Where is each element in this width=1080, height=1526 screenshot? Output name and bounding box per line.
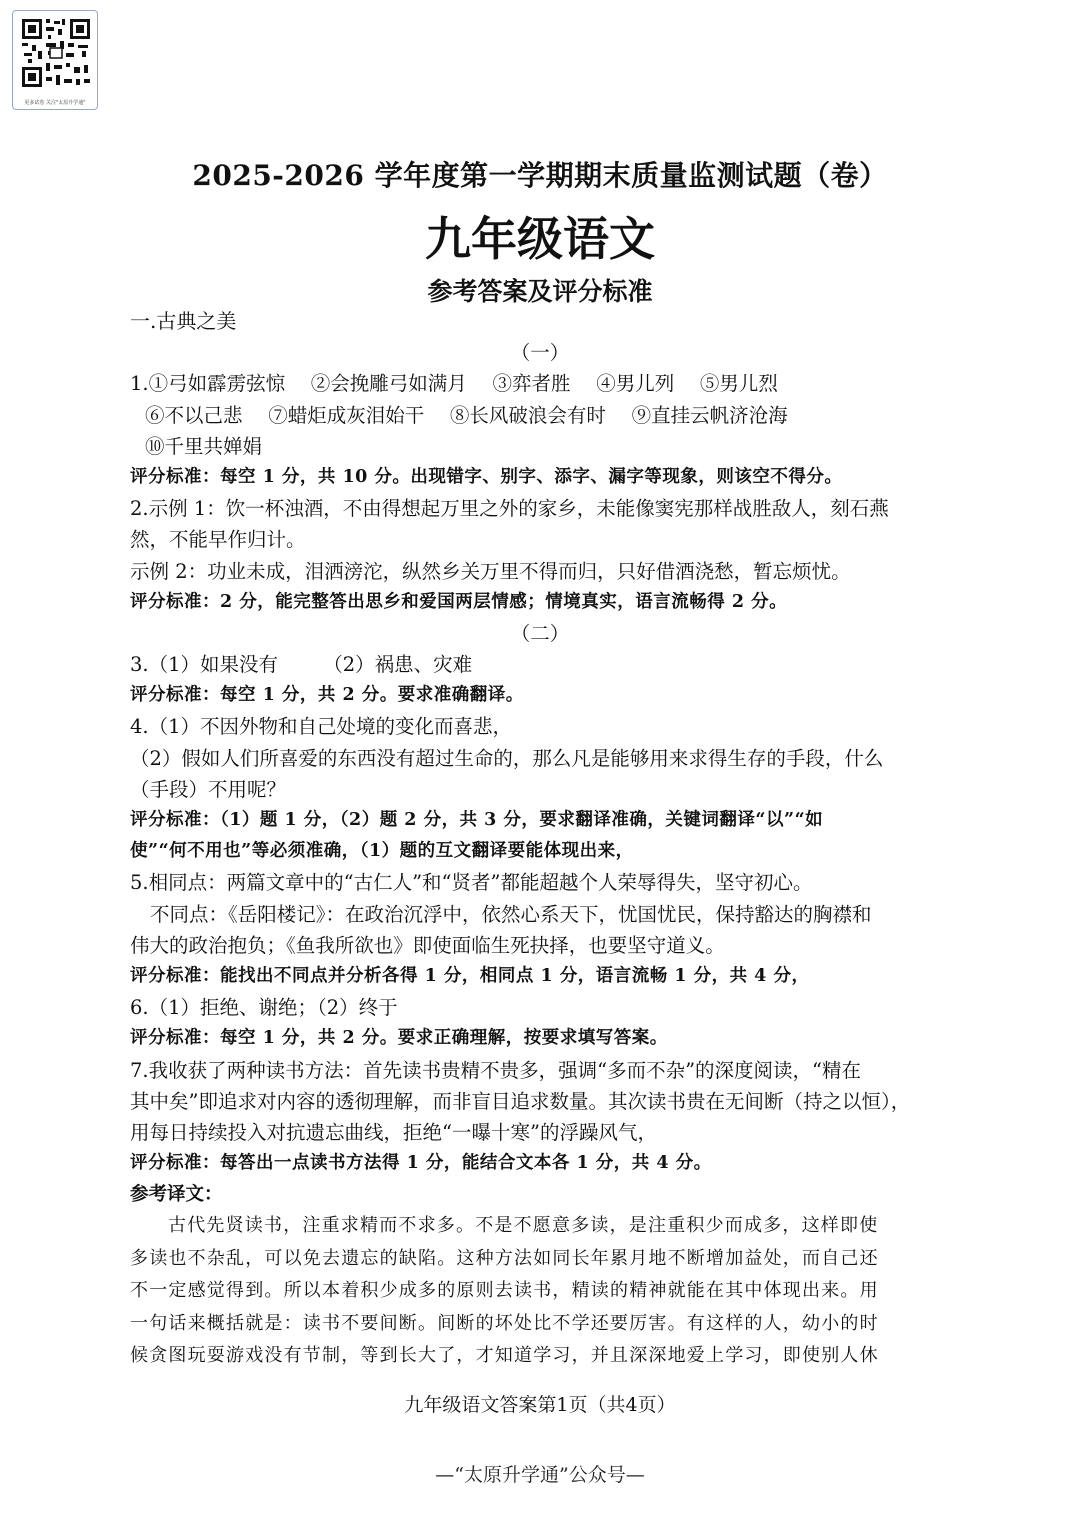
qr-caption: 更多试卷 关注"太原升学通"	[24, 100, 86, 106]
answer-line: （手段）不用呢？	[130, 777, 287, 801]
answer-line: 不同点：《岳阳楼记》：在政治沉浮中，依然心系天下，忧国忧民，保持豁达的胸襟和	[150, 902, 872, 926]
wechat-footer: —“太原升学通”公众号—	[435, 1464, 645, 1486]
answer-line: 伟大的政治抱负；《鱼我所欲也》即使面临生死抉择，也要坚守道义。	[130, 933, 725, 957]
subject-title: 九年级语文	[425, 212, 655, 266]
translation-text: 不一定感觉得到。所以本着积少成多的原则去读书，精读的精神就能在其中体现出来。用	[130, 1280, 879, 1302]
exam-title: 2025-2026 学年度第一学期期末质量监测试题（卷）	[192, 159, 888, 192]
scoring-standard: 评分标准：每答出一点读书方法得 1 分，能结合文本各 1 分，共 4 分。	[130, 1153, 712, 1174]
answer-line: 6.（1）拒绝、谢绝；（2）终于	[130, 996, 398, 1020]
subsection-heading: （二）	[510, 621, 570, 645]
answer-line: ⑩千里共婵娟	[145, 434, 263, 458]
page-number: 九年级语文答案第1页（共4页）	[404, 1394, 676, 1416]
section-heading: 一.古典之美	[130, 309, 237, 333]
scoring-standard: 评分标准：（1）题 1 分，（2）题 2 分，共 3 分，要求翻译准确，关键词翻译“以”“如	[130, 810, 824, 830]
answer-line: 5.相同点：两篇文章中的“古仁人”和“贤者”都能超越个人荣辱得失，坚守初心。	[130, 871, 813, 895]
scoring-standard: 评分标准：每空 1 分，共 2 分。要求准确翻译。	[130, 685, 524, 706]
answer-line: 3.（1）如果没有 （2）祸患、灾难	[130, 653, 473, 677]
scoring-standard: 评分标准：每空 1 分，共 10 分。出现错字、别字、添字、漏字等现象，则该空不得分。	[130, 466, 843, 487]
document-header	[0, 154, 1080, 312]
scoring-standard: 评分标准：能找出不同点并分析各得 1 分，相同点 1 分，语言流畅 1 分，共 4 分，	[130, 965, 810, 986]
answer-line: 示例 2：功业未成，泪洒滂沱，纵然乡关万里不得而归，只好借酒浇愁，暂忘烦忧。	[130, 559, 851, 583]
subsection-heading: （一）	[510, 341, 570, 365]
translation-text: 一句话来概括就是：读书不要间断。间断的坏处比不学还要厉害。有这样的人，幼小的时	[130, 1312, 879, 1334]
translation-text: 多读也不杂乱，可以免去遗忘的缺陷。这种方法如同长年累月地不断增加益处，而自己还	[130, 1247, 879, 1269]
scoring-standard: 评分标准：每空 1 分，共 2 分。要求正确理解，按要求填写答案。	[130, 1028, 668, 1049]
answer-line: 1.①弓如霹雳弦惊 ②会挽雕弓如满月 ③弈者胜 ④男儿列 ⑤男儿烈	[130, 372, 778, 396]
answer-line: ⑥不以己悲 ⑦蜡炬成灰泪始干 ⑧长风破浪会有时 ⑨直挂云帆济沧海	[145, 403, 788, 427]
answer-line: 然，不能早作归计。	[130, 528, 306, 552]
translation-text: 候贪图玩耍游戏没有节制，等到长大了，才知道学习，并且深深地爱上学习，即使别人休	[130, 1345, 879, 1367]
answer-line: （2）假如人们所喜爱的东西没有超过生命的，那么凡是能够用来求得生存的手段，什么	[130, 746, 884, 770]
scoring-standard: 使”“何不用也”等必须准确，（1）题的互文翻译要能体现出来，	[130, 841, 634, 862]
answer-key-title: 参考答案及评分标准	[427, 277, 653, 306]
translation-heading: 参考译文：	[130, 1184, 223, 1206]
qr-code-badge	[12, 10, 98, 110]
answer-content	[130, 306, 950, 1373]
scoring-standard: 评分标准：2 分，能完整答出思乡和爱国两层情感；情境真实，语言流畅得 2 分。	[130, 591, 788, 612]
qr-code-icon	[20, 17, 92, 89]
answer-line: 其中矣”即追求对内容的透彻理解，而非盲目追求数量。其次读书贵在无间断（持之以恒），	[130, 1089, 911, 1113]
answer-line: 4.（1）不因外物和自己处境的变化而喜悲，	[130, 715, 513, 739]
translation-text: 古代先贤读书，注重求精而不求多。不是不愿意多读，是注重积少而成多，这样即使	[168, 1215, 879, 1237]
answer-line: 2.示例 1：饮一杯浊酒，不由得想起万里之外的家乡，未能像窦宪那样战胜敌人，刻石燕	[130, 497, 889, 521]
answer-line: 用每日持续投入对抗遗忘曲线，拒绝“一曝十寒”的浮躁风气，	[130, 1120, 657, 1144]
answer-line: 7.我收获了两种读书方法：首先读书贵精不贵多，强调“多而不杂”的深度阅读，“精在	[130, 1058, 862, 1082]
